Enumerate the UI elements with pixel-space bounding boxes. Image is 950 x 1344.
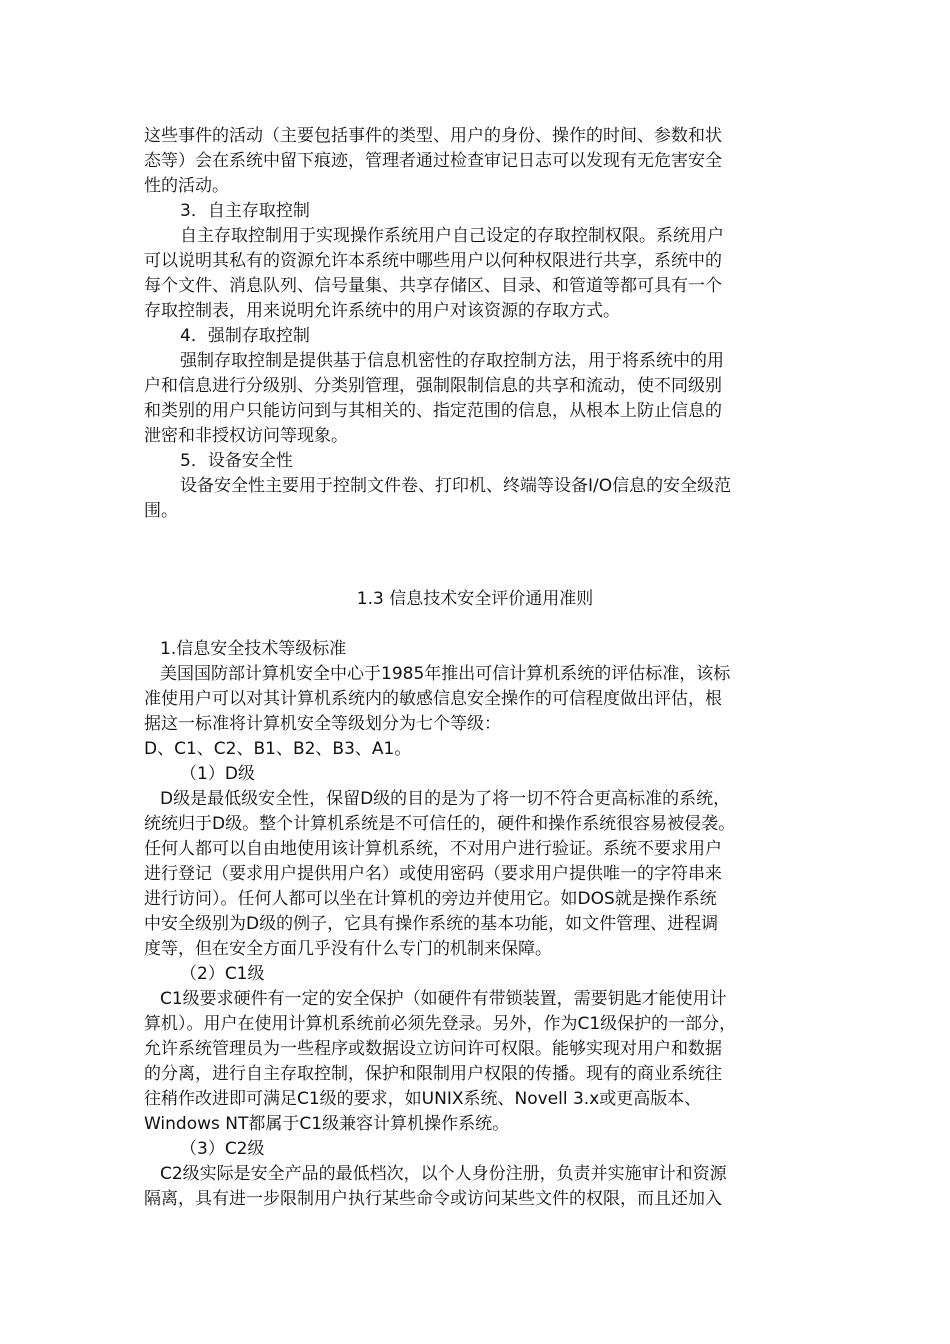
text-line: 和类别的用户只能访问到与其相关的、指定范围的信息，从根本上防止信息的 (144, 401, 722, 421)
text-line: 存取控制表，用来说明允许系统中的用户对该资源的存取方式。 (144, 301, 620, 321)
text-line: 任何人都可以自由地使用该计算机系统，不对用户进行验证。系统不要求用户 (144, 839, 722, 859)
text-line: 进行登记（要求用户提供用户名）或使用密码（要求用户提供唯一的字符串来 (144, 864, 722, 884)
text-line: 户和信息进行分级别、分类别管理，强制限制信息的共享和流动，使不同级别 (144, 376, 722, 396)
text-line: 的分离，进行自主存取控制，保护和限制用户权限的传播。现有的商业系统往 (144, 1064, 722, 1084)
subheading: （1）D级 (180, 764, 255, 784)
text-line: 中安全级别为D级的例子，它具有操作系统的基本功能，如文件管理、进程调 (144, 914, 719, 934)
text-line: 允许系统管理员为一些程序或数据设立访问许可权限。能够实现对用户和数据 (144, 1039, 722, 1059)
text-line: 隔离，具有进一步限制用户执行某些命令或访问某些文件的权限，而且还加入 (144, 1189, 722, 1209)
text-line: 设备安全性主要用于控制文件卷、打印机、终端等设备I/O信息的安全级范 (180, 476, 732, 496)
text-line: 态等）会在系统中留下痕迹，管理者通过检查审记日志可以发现有无危害安全 (144, 151, 722, 171)
text-line: 据这一标准将计算机安全等级划分为七个等级： (144, 714, 501, 734)
subheading: 5．设备安全性 (180, 451, 293, 471)
text-line: 强制存取控制是提供基于信息机密性的存取控制方法，用于将系统中的用 (180, 351, 724, 371)
text-line: 统统归于D级。整个计算机系统是不可信任的，硬件和操作系统很容易被侵袭。 (144, 814, 736, 834)
text-line: 准使用户可以对其计算机系统内的敏感信息安全操作的可信程度做出评估，根 (144, 689, 722, 709)
subheading: （2）C1级 (180, 964, 265, 984)
text-line: D、C1、C2、B1、B2、B3、A1。 (144, 739, 412, 759)
text-line: C1级要求硬件有一定的安全保护（如硬件有带锁装置，需要钥匙才能使用计 (160, 989, 727, 1009)
subheading: （3）C2级 (180, 1139, 265, 1159)
text-line: 自主存取控制用于实现操作系统用户自己设定的存取控制权限。系统用户 (180, 226, 724, 246)
subheading: 4．强制存取控制 (180, 326, 310, 346)
text-line: Windows NT都属于C1级兼容计算机操作系统。 (144, 1114, 510, 1134)
text-line: 可以说明其私有的资源允许本系统中哪些用户以何种权限进行共享，系统中的 (144, 251, 722, 271)
text-line: 度等，但在安全方面几乎没有什么专门的机制来保障。 (144, 939, 552, 959)
section-title: 1.3 信息技术安全评价通用准则 (356, 589, 594, 609)
text-line: 围。 (144, 501, 178, 521)
text-line: 进行访问）。任何人都可以坐在计算机的旁边并使用它。如DOS就是操作系统 (144, 889, 717, 909)
text-line: 每个文件、消息队列、信号量集、共享存储区、目录、和管道等都可具有一个 (144, 276, 722, 296)
subheading: 3．自主存取控制 (180, 201, 310, 221)
text-line: 性的活动。 (144, 176, 229, 196)
text-line: 泄密和非授权访问等现象。 (144, 426, 348, 446)
text-line: D级是最低级安全性，保留D级的目的是为了将一切不符合更高标准的系统， (160, 789, 731, 809)
text-line: 美国国防部计算机安全中心于1985年推出可信计算机系统的评估标准，该标 (160, 664, 731, 684)
text-line: 往稍作改进即可满足C1级的要求，如UNIX系统、Novell 3.x或更高版本、 (144, 1089, 702, 1109)
text-line: 这些事件的活动（主要包括事件的类型、用户的身份、操作的时间、参数和状 (144, 126, 722, 146)
text-line: 算机）。用户在使用计算机系统前必须先登录。另外，作为C1级保护的一部分， (144, 1014, 737, 1034)
subheading: 1.信息安全技术等级标准 (160, 639, 347, 659)
text-line: C2级实际是安全产品的最低档次，以个人身份注册，负责并实施审计和资源 (160, 1164, 727, 1184)
